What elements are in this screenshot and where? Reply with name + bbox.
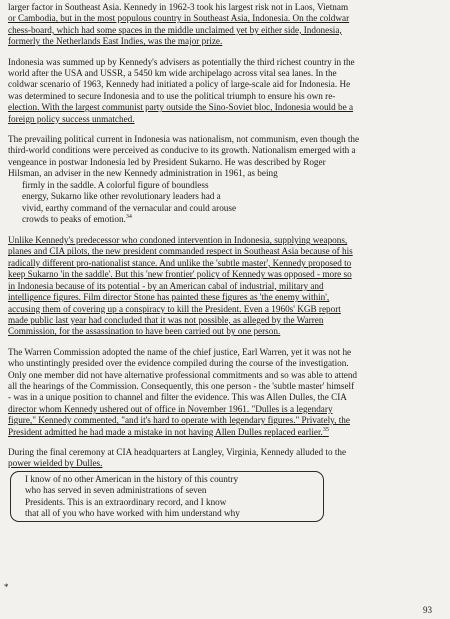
text-line: larger factor in Southeast Asia. Kennedy in 1962-3 took his largest risk not in Laos, Vietnam	[8, 2, 349, 12]
quote-line: who has served in seven administrations of seven	[25, 485, 207, 496]
text-line: President admitted he had made a mistake in not having Allen Dulles replaced earlier.$^{35}$	[8, 426, 329, 437]
block-quote-sukarno	[22, 180, 442, 226]
text-line: Indonesia was summed up by Kennedy's advisers as potentially the third richest country in the	[8, 56, 355, 67]
handdrawn-circle	[10, 471, 324, 523]
paragraph-nationalism	[8, 134, 442, 180]
margin-mark: *	[4, 582, 9, 592]
quote-line: Presidents. This is an extraordinary record, and I know	[25, 496, 227, 507]
text-line: Unlike Kennedy's predecessor who condoned intervention in Indonesia, supplying weapons,	[8, 235, 348, 246]
text-line: keep Sukarno 'in the saddle'. But this 'new frontier' policy of Kennedy was opposed - more so	[8, 269, 352, 280]
text-line: During the final ceremony at CIA headquarters at Langley, Virginia, Kennedy alluded to the	[8, 446, 347, 457]
text-line: radically different pro-nationalist stance. And unlike the 'subtle master', Kennedy proposed to	[8, 257, 352, 268]
text-line: made public last year had concluded that it was not possible, as alleged by the Warren	[8, 314, 324, 325]
quote-line: that all of you who have worked with him understand why	[25, 508, 240, 518]
paragraph-kennedy-predecessor	[8, 235, 442, 338]
paragraph-langley-ceremony	[8, 447, 442, 470]
text-line: coldwar scenario of 1963, Kennedy had initiated a policy of large-scale aid for Indonesia. He	[8, 79, 351, 90]
text-line: or Cambodia, but in the most populous country in Southeast Asia, Indonesia. On the coldwar	[8, 13, 350, 24]
text-line: director whom Kennedy ushered out of office in November 1961. "Dulles is a legendary	[8, 403, 333, 414]
footnote-marker: 34	[125, 214, 132, 221]
text-line: chess-board, which had some spaces in the middle unclaimed yet by either side, Indonesia,	[8, 24, 342, 35]
text-line: Hilsman, an adviser in the new Kennedy administration in 1961, as being	[8, 168, 278, 179]
paragraph-indonesia-advisers	[8, 57, 442, 125]
text-line: in Indonesia because of its potential - by an American cabal of industrial, military and	[8, 280, 324, 291]
quote-line: crowds to peaks of emotion.$^{34}$	[22, 214, 132, 225]
quote-line: I know of no other American in the history of this country	[25, 473, 239, 484]
text-line: accusing them of covering up a conspiracy to kill the President. Even a 1960s' KGB report	[8, 303, 341, 314]
footnote-marker: 35	[322, 426, 329, 433]
text-line: Only one member did not have alternative professional commitments and so was able to attend	[8, 369, 358, 380]
page-number: 93	[423, 605, 432, 615]
block-quote-dulles	[10, 471, 442, 523]
text-line: election. With the largest communist party outside the Sino-Soviet bloc, Indonesia would be a	[8, 102, 354, 113]
quote-line: energy, Sukarno like other revolutionary leaders had a	[22, 191, 221, 202]
paragraph-southeast-asia	[8, 2, 442, 48]
text-line: The prevailing political current in Indonesia was nationalism, not communism, even though the	[8, 134, 360, 145]
text-line: all the hearings of the Commission. Consequently, this one person - the 'subtle master' himself	[8, 380, 355, 391]
text-line: who unstintingly presided over the evidence compiled during the course of the investigation.	[8, 358, 349, 369]
text-line: was determined to secure Indonesia and to use the political triumph to ensure his own re-	[8, 90, 336, 101]
text-line: formerly the Netherlands East Indies, was the major prize.	[8, 36, 223, 47]
paragraph-warren-commission	[8, 347, 442, 438]
text-line: foreign policy success unmatched.	[8, 113, 135, 124]
text-line: vengeance in postwar Indonesia led by President Sukarno. He was described by Roger	[8, 156, 326, 167]
quote-line: vivid, earthy command of the vernacular and could arouse	[22, 202, 237, 213]
text-line: power wielded by Dulles.	[8, 458, 103, 469]
text-line: Commission, for the assassination to have been carried out by one person.	[8, 326, 281, 337]
text-line: world after the USA and USSR, a 5450 km wide archipelago across vital sea lanes. In the	[8, 68, 337, 79]
text-line: - was in a unique position to channel and filter the evidence. This was Allen Dulles, the CIA	[8, 392, 347, 403]
text-line: third-world conditions were perceived as conducive to its growth. Nationalism emerged with a	[8, 145, 356, 156]
text-line: figure," Kennedy commented, "and it's hard to operate with legendary figures." Privately, the	[8, 415, 350, 426]
quote-line: firmly in the saddle. A colorful figure of boundless	[22, 179, 209, 190]
text-line: planes and CIA pilots, the new president commanded respect in Southeast Asia because of his	[8, 246, 353, 257]
text-line: intelligence figures. Film director Stone has painted these figures as 'the enemy within',	[8, 292, 330, 303]
text-line: The Warren Commission adopted the name of the chief justice, Earl Warren, yet it was not he	[8, 346, 352, 357]
